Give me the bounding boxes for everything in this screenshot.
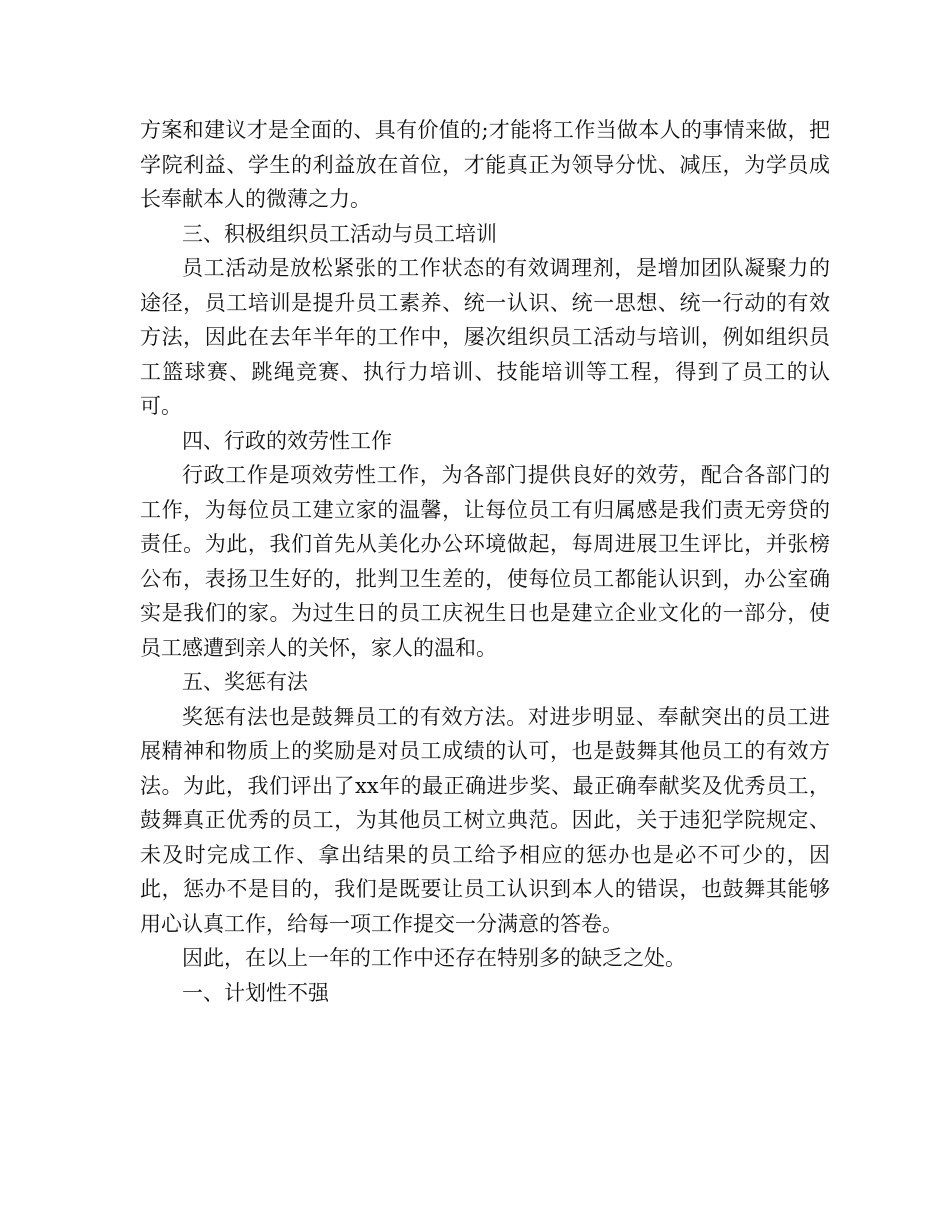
section-heading-5: 五、奖惩有法 (182, 670, 308, 694)
paragraph-admin-service: 行政工作是项效劳性工作，为各部门提供良好的效劳，配合各部门的工作，为每位员工建立家的温馨，让每位员工有归属感是我们责无旁贷的责任。为此，我们首先从美化办公环境做起，每周进展卫生评比，并张榜公布，表扬卫生好的，批判卫生差的，使每位员工都能认识到，办公室确实是我们的家。为过生日的员工庆祝生日也是建立企业文化的一部分，使员工感遭到亲人的关怀，家人的温和。 (140, 463, 830, 660)
section-heading-4: 四、行政的效劳性工作 (182, 428, 392, 453)
paragraph-staff-activities: 员工活动是放松紧张的工作状态的有效调理剂，是增加团队凝聚力的途径，员工培训是提升员工素养、统一认识、统一思想、统一行动的有效方法，因此在去年半年的工作中，屡次组织员工活动与培训，例如组织员工篮球赛、跳绳竞赛、执行力培训、技能培训等工程，得到了员工的认可。 (140, 256, 830, 418)
paragraph-shortcomings-intro: 因此，在以上一年的工作中还存在特别多的缺乏之处。 (182, 946, 686, 970)
paragraph-rewards-penalties: 奖惩有法也是鼓舞员工的有效方法。对进步明显、奉献突出的员工进展精神和物质上的奖励是对员工成绩的认可，也是鼓舞其他员工的有效方法。为此，我们评出了xx年的最正确进步奖、最正确奉献奖及优秀员工，鼓舞真正优秀的员工，为其他员工树立典范。因此，关于违犯学院规定、未及时完成工作、拿出结果的员工给予相应的惩办也是必不可少的，因此，惩办不是目的，我们是既要让员工认识到本人的错误，也鼓舞其能够用心认真工作，给每一项工作提交一分满意的答卷。 (140, 704, 830, 936)
section-heading-1: 一、计划性不强 (182, 980, 329, 1005)
section-heading-3: 三、积极组织员工活动与员工培训 (182, 221, 497, 246)
document-body (140, 113, 830, 1010)
paragraph-continued: 方案和建议才是全面的、具有价值的;才能将工作当做本人的事情来做，把学院利益、学生的利益放在首位，才能真正为领导分忧、减压，为学员成长奉献本人的微薄之力。 (140, 118, 830, 211)
